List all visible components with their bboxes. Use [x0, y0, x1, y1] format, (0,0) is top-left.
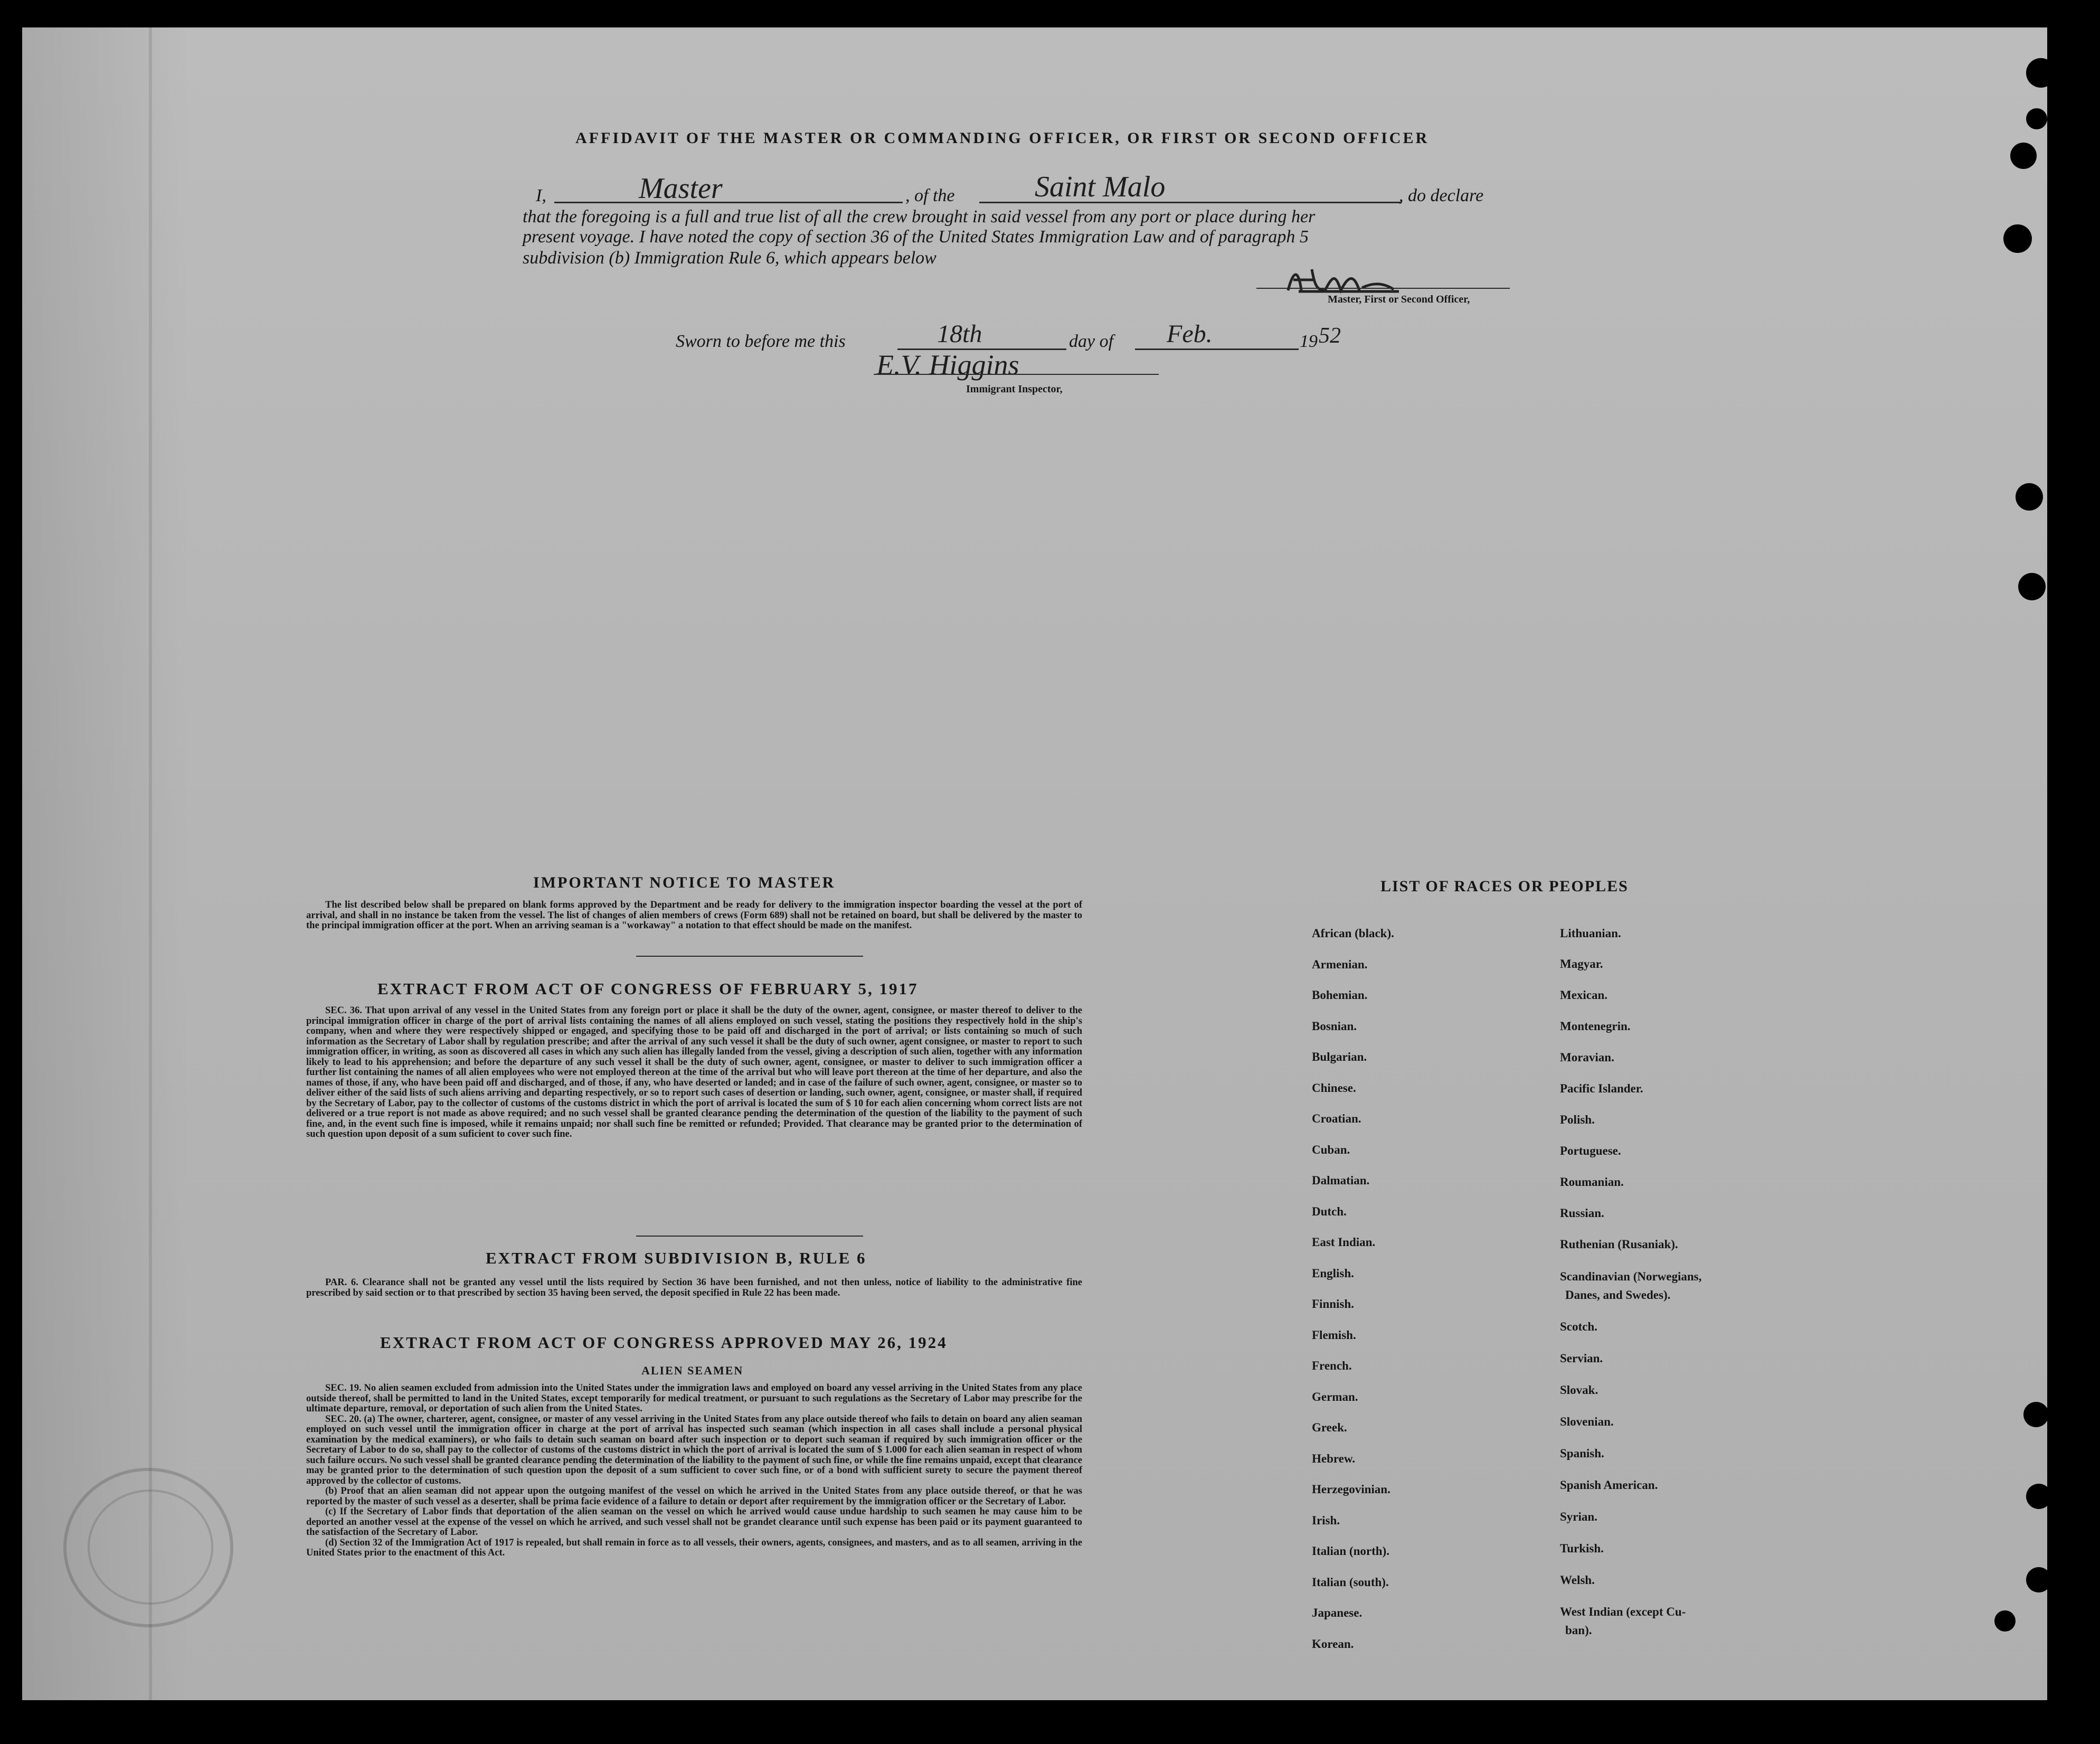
race-list-item: African (black).	[1312, 927, 1394, 940]
sec-20a-paragraph: SEC. 20. (a) The owner, charterer, agent, consignee, or master of any vessel arriving in the United States from any place outside thereof who fails to detain on board any alien seaman employed on such vessel until the immigration officer in charge at the port of arrival has inspected such seaman (which inspection in all cases shall include a personal physical examination by the medical examiners), or who fails to detain such seaman on board after such inspection or to deport such seaman if required by such immigration officer or the Secretary of Labor to do so, shall pay to the collector of customs of the customs district in which the port of arrival is located the sum of $ 1.000 for each alien seaman in respect of whom such failure occurs. No such vessel shall be granted clearance pending the determination of the liability to the payment of such fine, or while the fine remains unpaid, except that clearance may be granted prior to the determination of such question upon the deposit of a sum sufficient to cover such fine, or of a bond with sufficient surety to secure the payment thereof approved by the collector of customs.	[306, 1413, 1082, 1486]
race-list-item: Bulgarian.	[1312, 1050, 1367, 1063]
race-list-item: Spanish American.	[1560, 1478, 1658, 1492]
signature-caption: Master, First or Second Officer,	[1328, 294, 1470, 305]
page-fold-line	[149, 27, 152, 1700]
rule6-title: EXTRACT FROM SUBDIVISION B, RULE 6	[486, 1249, 867, 1267]
year-suffix-handwritten: 52	[1319, 324, 1341, 348]
master-handwritten: Master	[639, 172, 723, 205]
punch-hole	[2023, 1402, 2049, 1427]
race-list-item: Scotch.	[1560, 1320, 1597, 1333]
race-list-item: Lithuanian.	[1560, 927, 1621, 940]
race-list-item: Armenian.	[1312, 957, 1368, 971]
sworn-month-handwritten: Feb.	[1167, 320, 1213, 348]
sec-20d-paragraph: (d) Section 32 of the Immigration Act of 1917 is repealed, but shall remain in force as to all vessels, their owners, agents, consignees, and masters, and as to all seamen, arriving in the United States prior to the enactment of this Act.	[306, 1537, 1082, 1558]
master-line	[554, 202, 903, 203]
race-list-item: Welsh.	[1560, 1573, 1595, 1587]
inspector-caption: Immigrant Inspector,	[966, 383, 1063, 395]
race-list-item: Mexican.	[1560, 988, 1608, 1002]
race-list-item: Cuban.	[1312, 1143, 1350, 1156]
race-list-item: Croatian.	[1312, 1112, 1361, 1125]
affidavit-line-2: that the foregoing is a full and true list of all the crew brought in said vessel from any port or place during her	[523, 207, 1316, 227]
race-list-item: German.	[1312, 1390, 1358, 1403]
race-list-item: Finnish.	[1312, 1297, 1354, 1311]
sworn-prefix: Sworn to before me this	[676, 332, 846, 351]
race-list-item: Polish.	[1560, 1113, 1595, 1126]
race-list-item: Moravian.	[1560, 1051, 1614, 1064]
race-list-item: Greek.	[1312, 1421, 1347, 1434]
inspector-signature: E.V. Higgins	[876, 349, 1019, 381]
punch-hole	[2010, 143, 2037, 169]
of-the-label: , of the	[905, 186, 955, 205]
race-list-item: Ruthenian (Rusaniak).	[1560, 1238, 1678, 1251]
sec-20b-paragraph: (b) Proof that an alien seaman did not appear upon the outgoing manifest of the vessel on which he arrived in the United States from any place outside thereof, or that he was reported by the master of such vessel as a deserter, shall be prima facie evidence of a failure to detain or deport after requirement by the immigration officer or the Secretary of Labor.	[306, 1486, 1082, 1507]
race-list-item: French.	[1312, 1359, 1352, 1372]
race-list-item: Korean.	[1312, 1637, 1354, 1651]
punch-hole	[2026, 108, 2047, 129]
affidavit-i-label: I,	[536, 186, 546, 205]
race-list-item: Portuguese.	[1560, 1144, 1621, 1157]
sworn-month-line	[1135, 348, 1299, 350]
sec-19-paragraph: SEC. 19. No alien seamen excluded from admission into the United States under the immigration laws and employed on board any vessel arriving in the United States from any place outside thereof, shall be permitted to land in the United States, except temporarily for medical treatment, or pursuant to such regulations as the Secretary of Labor may prescribe for the ultimate departure, removal, or deportation of such alien from the United States.	[306, 1383, 1082, 1414]
punch-hole	[1994, 1610, 2016, 1632]
punch-hole	[2026, 1567, 2051, 1592]
year-prefix: 19	[1300, 332, 1318, 351]
alien-seamen-subtitle: ALIEN SEAMEN	[641, 1364, 744, 1377]
vessel-handwritten: Saint Malo	[1035, 171, 1166, 203]
race-list-item: Turkish.	[1560, 1542, 1604, 1555]
race-list-item: Scandinavian (Norwegians,	[1560, 1270, 1702, 1283]
race-list-item: East Indian.	[1312, 1236, 1376, 1249]
race-list-item: Slovenian.	[1560, 1415, 1614, 1428]
races-title: LIST OF RACES OR PEOPLES	[1380, 878, 1629, 895]
punch-hole	[2018, 573, 2046, 600]
notice-text: The list described below shall be prepared on blank forms approved by the Department and be ready for delivery to the immigration inspector boarding the vessel at the port of arrival, and shall in no instance be taken from the vessel. The list of changes of alien members of crews (Form 689) shall not be retained on board, but shall be delivered by the master to the principal immigration officer at the port. When an arriving seaman is a "workaway" a notation to that effect should be made on the manifest.	[306, 900, 1082, 931]
race-list-item: ban).	[1565, 1624, 1592, 1637]
race-list-item: Magyar.	[1560, 957, 1603, 970]
page-fold-shadow	[22, 27, 191, 1700]
extract-1924-text	[306, 1383, 1082, 1559]
do-declare-label: , do declare	[1399, 186, 1484, 205]
race-list-item: Bohemian.	[1312, 988, 1368, 1002]
punch-hole	[2026, 1484, 2051, 1509]
sworn-day-handwritten: 18th	[937, 320, 982, 348]
extract-1917-text: SEC. 36. That upon arrival of any vessel in the United States from any foreign port or place it shall be the duty of the owner, agent, consignee, or master thereof to deliver to the principal immigration officer in charge of the port of arrival lists containing the names of all aliens employed on such vessel, stating the positions they respectively hold in the ship's company, when and where they were respectively shipped or engaged, and specifying those to be paid off and discharged in the port of arrival; or lists containing so much of such information as the Secretary of Labor shall by regulation prescribe; and after the arrival of any such vessel it shall be the duty of such owner, agent consignee, or master to report to such immigration officer, in writing, as soon as discovered all cases in which any such alien has illegally landed from the vessel, giving a description of such alien, together with any information likely to lead to his apprehension; and before the departure of any such vessel it shall be the duty of such owner, agent, consignee, or master to deliver to such immigration officer a further list containing the names of all alien employees who were not employed thereon at the time of the arrival but who will leave port thereon at the time of her departure, and also the names of those, if any, who have been paid off and discharged, and of those, if any, who have deserted or landed; and in case of the failure of such owner, agent, consignee, or master so to deliver either of the said lists of such aliens arriving and departing respectively, or so to report such cases of desertion or landing, such owner, agent, consignee, or master shall, if required by the Secretary of Labor, pay to the collector of customs of the customs district in which the port of arrival is located the sum of $ 10 for each alien concerning whom correct lists are not delivered or a true report is not made as above required; and no such vessel shall be granted clearance pending the determination of the question of the liability to the payment of such fine, and, in the event such fine is imposed, while it remains unpaid; nor shall such fine be remitted or refunded; Provided. That clearance may be granted prior to the determination of such question upon deposit of a sum suficient to cover such fine.	[306, 1005, 1082, 1139]
race-list-item: Slovak.	[1560, 1383, 1598, 1397]
official-seal	[63, 1468, 233, 1627]
rule6-text: PAR. 6. Clearance shall not be granted any vessel until the lists required by Section 36 have been furnished, and not then unless, notice of liability to the administrative fine prescribed by said section or to that prescribed by section 35 having been served, the deposit specified in Rule 22 has been made.	[306, 1277, 1082, 1298]
race-list-item: West Indian (except Cu-	[1560, 1605, 1686, 1618]
race-list-item: English.	[1312, 1266, 1354, 1280]
race-list-item: Bosnian.	[1312, 1019, 1357, 1033]
affidavit-line-4: subdivision (b) Immigration Rule 6, which appears below	[523, 248, 937, 268]
race-list-item: Flemish.	[1312, 1328, 1356, 1342]
race-list-item: Montenegrin.	[1560, 1020, 1631, 1033]
punch-hole	[2003, 224, 2032, 253]
extract-1917-divider	[636, 1236, 863, 1237]
race-list-item: Syrian.	[1560, 1510, 1597, 1523]
affidavit-title: AFFIDAVIT OF THE MASTER OR COMMANDING OFFICER, OR FIRST OR SECOND OFFICER	[575, 129, 1430, 147]
punch-hole	[2026, 58, 2056, 88]
race-list-item: Dutch.	[1312, 1204, 1347, 1218]
race-list-item: Herzegovinian.	[1312, 1483, 1390, 1496]
affidavit-line-3: present voyage. I have noted the copy of section 36 of the United States Immigration Law and of paragraph 5	[523, 227, 1309, 247]
race-list-item: Russian.	[1560, 1206, 1604, 1220]
punch-hole	[2016, 483, 2043, 511]
race-list-item: Chinese.	[1312, 1081, 1356, 1095]
race-list-item: Italian (north).	[1312, 1544, 1389, 1558]
race-list-item: Japanese.	[1312, 1606, 1363, 1619]
extract-1924-title: EXTRACT FROM ACT OF CONGRESS APPROVED MAY 26, 1924	[380, 1333, 948, 1352]
race-list-item: Roumanian.	[1560, 1175, 1624, 1189]
extract-1917-title: EXTRACT FROM ACT OF CONGRESS OF FEBRUARY 5, 1917	[377, 979, 919, 998]
race-list-item: Pacific Islander.	[1560, 1082, 1643, 1095]
inspector-line	[874, 374, 1159, 375]
day-of-label: day of	[1069, 332, 1114, 351]
race-list-item: Italian (south).	[1312, 1575, 1389, 1589]
race-list-item: Hebrew.	[1312, 1451, 1355, 1465]
race-list-item: Dalmatian.	[1312, 1174, 1370, 1187]
race-list-item: Irish.	[1312, 1513, 1340, 1527]
race-list-item: Spanish.	[1560, 1447, 1604, 1460]
race-list-item: Servian.	[1560, 1352, 1603, 1365]
signature-line	[1256, 288, 1510, 289]
notice-title: IMPORTANT NOTICE TO MASTER	[533, 874, 836, 891]
race-list-item: Danes, and Swedes).	[1565, 1288, 1671, 1302]
notice-divider	[636, 956, 863, 957]
sec-20c-paragraph: (c) If the Secretary of Labor finds that deportation of the alien seaman on the vessel on which he arrived would cause undue hardship to such seamen he may cause him to be deported an another vessel at the expense of the vessel on which he arrived, and such vessel shall not be grandet clearance until such expense has been paid or its payment guaranteed to the satisfaction of the Secretary of Labor.	[306, 1506, 1082, 1538]
